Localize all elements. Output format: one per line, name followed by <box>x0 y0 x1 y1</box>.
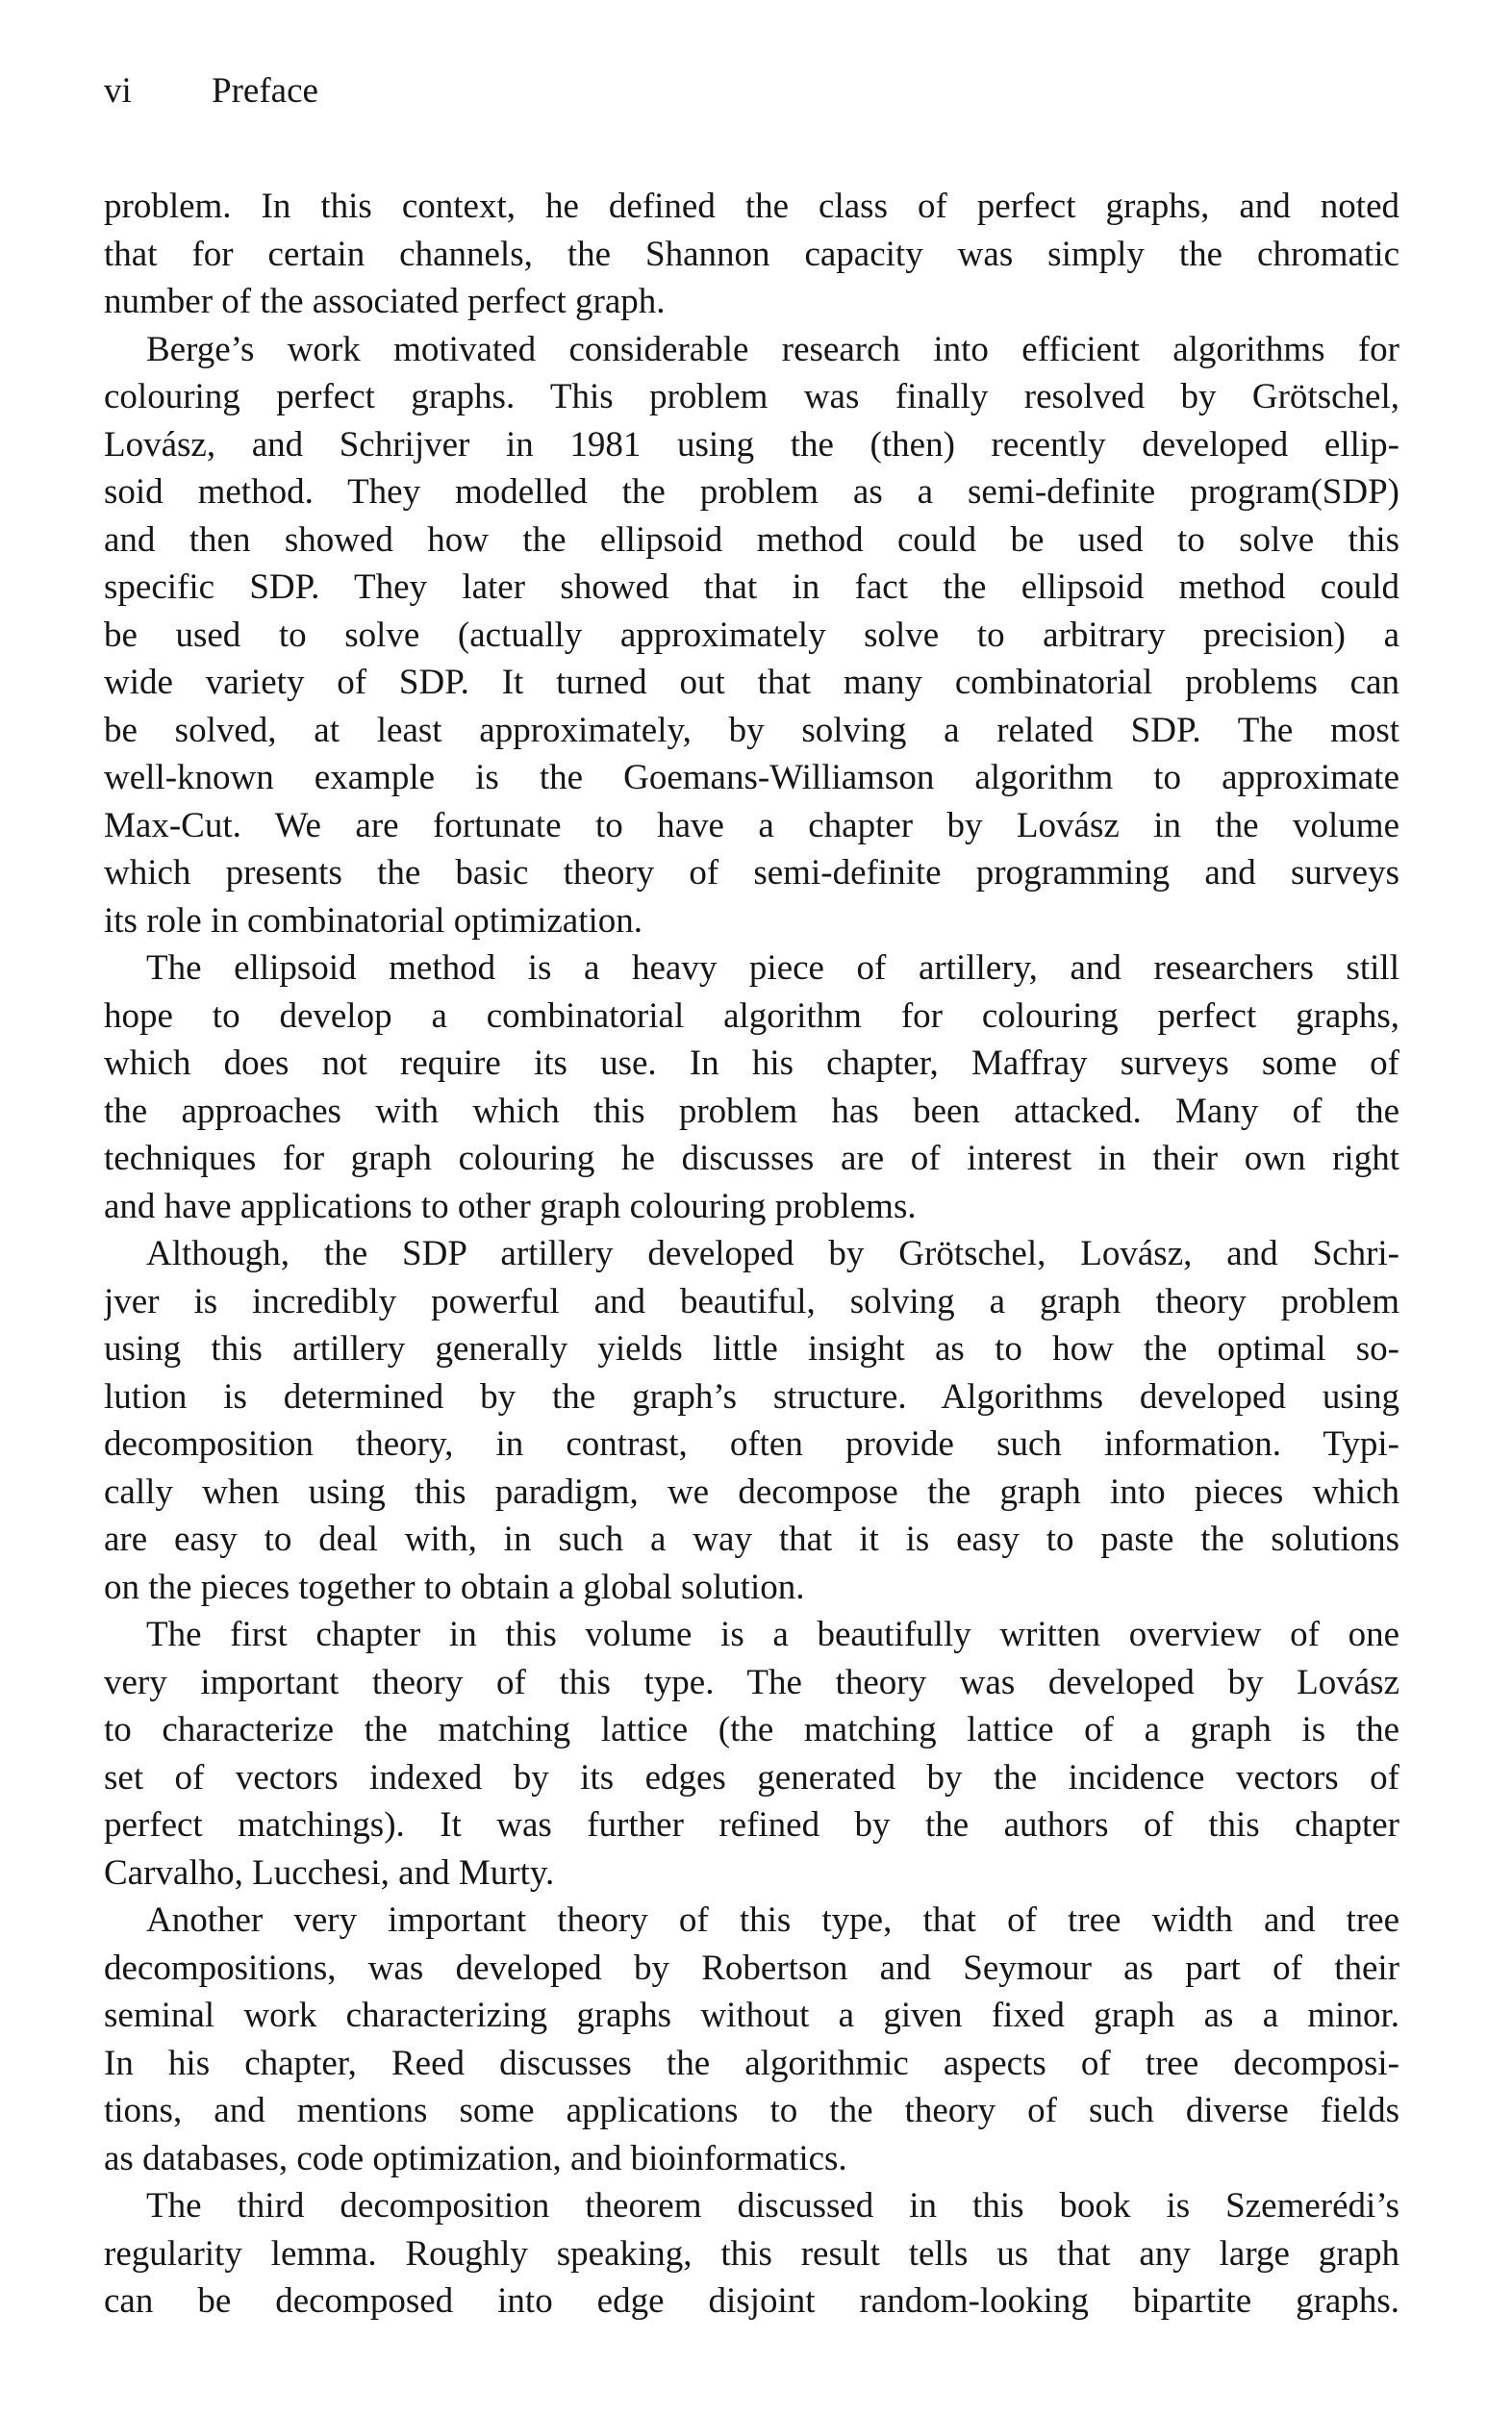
text-line: perfect matchings). It was further refined by the authors of this chapter <box>104 1805 1399 1845</box>
text-line: and then showed how the ellipsoid method could be used to solve this <box>104 519 1399 560</box>
text-line: lution is determined by the graph’s structure. Algorithms developed using <box>104 1376 1399 1417</box>
text-line: be solved, at least approximately, by solving a related SDP. The most <box>104 710 1399 750</box>
text-line: hope to develop a combinatorial algorithm for colouring perfect graphs, <box>104 995 1399 1036</box>
text-line: on the pieces together to obtain a global solution. <box>104 1567 805 1607</box>
text-line: wide variety of SDP. It turned out that many combinatorial problems can <box>104 663 1399 702</box>
paragraph <box>104 944 1399 1230</box>
text-line: The first chapter in this volume is a beautifully written overview of one <box>146 1615 1399 1654</box>
text-line: which does not require its use. In his chapter, Maffray surveys some of <box>104 1044 1399 1083</box>
text-line: the approaches with which this problem has been attacked. Many of the <box>104 1091 1399 1131</box>
text-line: seminal work characterizing graphs without a given fixed graph as a minor. <box>104 1996 1399 2035</box>
text-line: and have applications to other graph colouring problems. <box>104 1186 917 1226</box>
text-line: specific SDP. They later showed that in fact the ellipsoid method could <box>104 567 1399 607</box>
paragraph <box>104 326 1399 945</box>
text-line: techniques for graph colouring he discusses are of interest in their own right <box>104 1139 1399 1178</box>
text-line: number of the associated perfect graph. <box>104 282 666 321</box>
text-line: soid method. They modelled the problem as a semi-definite program(SDP) <box>104 472 1399 512</box>
text-line: Carvalho, Lucchesi, and Murty. <box>104 1852 555 1893</box>
text-line: The third decomposition theorem discussed in this book is Szemerédi’s <box>146 2186 1399 2226</box>
paragraph <box>104 1611 1399 1897</box>
paragraph <box>104 183 1399 326</box>
page-title: Preface <box>212 71 318 111</box>
text-line: tions, and mentions some applications to the theory of such diverse fields <box>104 2091 1399 2130</box>
text-line: In his chapter, Reed discusses the algorithmic aspects of tree decomposi- <box>104 2043 1399 2083</box>
text-line: can be decomposed into edge disjoint random-looking bipartite graphs. <box>104 2281 1399 2321</box>
text-line: set of vectors indexed by its edges generated by the incidence vectors of <box>104 1757 1399 1798</box>
text-line: decomposition theory, in contrast, often provide such information. Typi- <box>104 1424 1399 1464</box>
paragraph <box>104 2182 1399 2326</box>
text-line: regularity lemma. Roughly speaking, this result tells us that any large graph <box>104 2233 1399 2274</box>
page-number: vi <box>104 71 132 111</box>
text-line: The ellipsoid method is a heavy piece of artillery, and researchers still <box>146 948 1399 988</box>
text-line: its role in combinatorial optimization. <box>104 900 643 941</box>
text-line: Another very important theory of this type, that of tree width and tree <box>146 1900 1399 1940</box>
text-line: Lovász, and Schrijver in 1981 using the (then) recently developed ellip- <box>104 424 1399 465</box>
text-line: decompositions, was developed by Robertson and Seymour as part of their <box>104 1948 1399 1988</box>
page-header <box>104 67 318 115</box>
text-line: colouring perfect graphs. This problem was finally resolved by Grötschel, <box>104 377 1399 416</box>
text-line: which presents the basic theory of semi-definite programming and surveys <box>104 853 1399 893</box>
text-line: problem. In this context, he defined the class of perfect graphs, and noted <box>104 187 1399 226</box>
text-line: are easy to deal with, in such a way that it is easy to paste the solutions <box>104 1520 1399 1559</box>
paragraph <box>104 1897 1399 2182</box>
text-line: jver is incredibly powerful and beautiful, solving a graph theory problem <box>104 1281 1399 1321</box>
text-line: Berge’s work motivated considerable research into efficient algorithms for <box>146 329 1399 369</box>
text-line: cally when using this paradigm, we decompose the graph into pieces which <box>104 1472 1399 1512</box>
text-line: well-known example is the Goemans-Williamson algorithm to approximate <box>104 758 1399 797</box>
text-line: using this artillery generally yields little insight as to how the optimal so- <box>104 1329 1399 1369</box>
text-line: very important theory of this type. The theory was developed by Lovász <box>104 1662 1399 1702</box>
text-line: that for certain channels, the Shannon capacity was simply the chromatic <box>104 234 1399 274</box>
text-line: be used to solve (actually approximately solve to arbitrary precision) a <box>104 615 1399 655</box>
text-line: as databases, code optimization, and bioinformatics. <box>104 2138 847 2178</box>
text-line: to characterize the matching lattice (the matching lattice of a graph is the <box>104 1710 1399 1749</box>
text-line: Although, the SDP artillery developed by Grötschel, Lovász, and Schri- <box>146 1234 1399 1273</box>
paragraph <box>104 1230 1399 1611</box>
page-body <box>104 183 1399 2326</box>
text-line: Max-Cut. We are fortunate to have a chapter by Lovász in the volume <box>104 805 1399 845</box>
